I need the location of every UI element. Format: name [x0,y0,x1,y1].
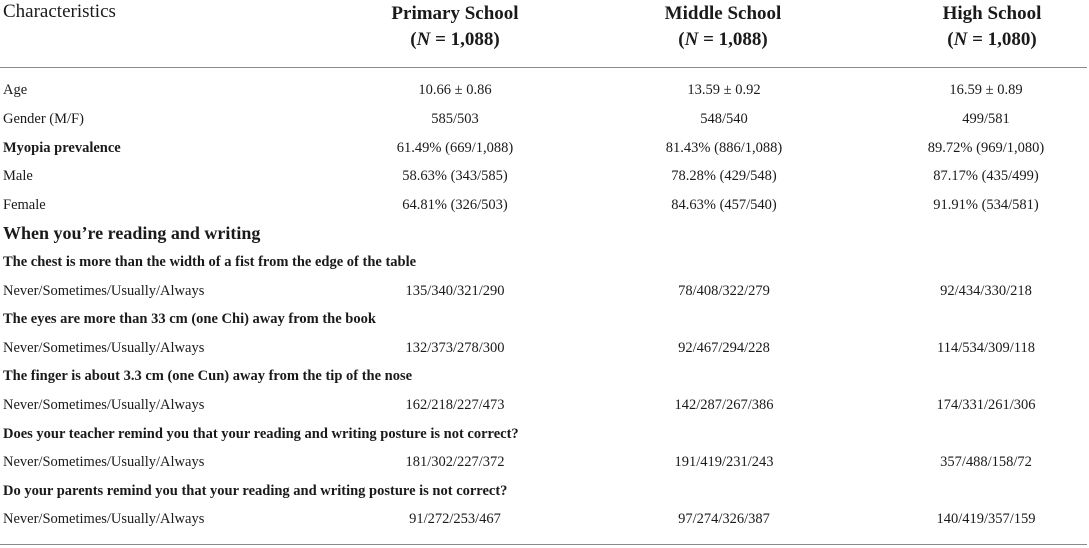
cell-primary: 585/503 [431,111,479,127]
question-row [0,248,1089,276]
cell-middle: 78.28% (429/548) [671,168,777,184]
header-middle-n: (N = 1,088) [678,29,768,50]
table-row-answers [0,505,1089,533]
table-row-male [0,162,1089,190]
cell-primary: 91/272/253/467 [409,511,501,527]
cell-high: 87.17% (435/499) [933,168,1039,184]
row-label: Gender (M/F) [3,111,84,127]
header-divider [0,67,1087,68]
answer-label: Never/Sometimes/Usually/Always [3,397,205,413]
table-row-answers [0,448,1089,476]
cell-primary: 135/340/321/290 [405,283,505,299]
cell-middle: 13.59 ± 0.92 [687,82,761,98]
cell-high: 499/581 [962,111,1010,127]
header-high-name: High School [942,3,1042,24]
question-row [0,305,1089,333]
header-primary-school [325,1,585,53]
header-primary-name: Primary School [391,3,519,24]
cell-primary: 64.81% (326/503) [402,197,508,213]
cell-primary: 58.63% (343/585) [402,168,508,184]
table-row-age [0,76,1089,104]
cell-middle: 92/467/294/228 [678,340,770,356]
question-row [0,362,1089,390]
answer-label: Never/Sometimes/Usually/Always [3,511,205,527]
table-row-answers [0,334,1089,362]
section-title: When you’re reading and writing [3,223,261,243]
answer-label: Never/Sometimes/Usually/Always [3,340,205,356]
question-row [0,420,1089,448]
table-bottom-rule [0,544,1087,545]
row-label: Myopia prevalence [3,140,121,156]
cell-primary: 61.49% (669/1,088) [396,140,514,156]
cell-primary: 181/302/227/372 [405,454,505,470]
header-primary-n: (N = 1,088) [410,29,500,50]
cell-middle: 142/287/267/386 [674,397,774,413]
header-characteristics: Characteristics [3,1,116,22]
table-header [0,0,1089,66]
cell-primary: 132/373/278/300 [405,340,505,356]
header-middle-name: Middle School [664,3,782,24]
question-text: Does your teacher remind you that your reading and writing posture is not correct? [3,426,519,442]
cell-high: 174/331/261/306 [936,397,1036,413]
cell-middle: 191/419/231/243 [674,454,774,470]
cell-middle: 548/540 [700,111,748,127]
cell-high: 114/534/309/118 [936,340,1035,356]
question-row [0,477,1089,505]
cell-middle: 81.43% (886/1,088) [665,140,783,156]
question-text: The eyes are more than 33 cm (one Chi) away from the book [3,311,376,327]
table-row-gender [0,105,1089,133]
cell-high: 16.59 ± 0.89 [949,82,1023,98]
table-row-answers [0,277,1089,305]
cell-high: 92/434/330/218 [940,283,1032,299]
cell-high: 89.72% (969/1,080) [927,140,1045,156]
table-row-female [0,191,1089,219]
answer-label: Never/Sometimes/Usually/Always [3,283,205,299]
cell-middle: 78/408/322/279 [678,283,770,299]
row-label: Male [3,168,33,184]
table-row-answers [0,391,1089,419]
cell-middle: 84.63% (457/540) [671,197,777,213]
row-label: Female [3,197,46,213]
question-text: The finger is about 3.3 cm (one Cun) away from the tip of the nose [3,368,413,384]
section-title-row [0,219,1089,247]
header-high-n: (N = 1,080) [947,29,1037,50]
table-row-myopia-prevalence [0,134,1089,162]
cell-high: 91.91% (534/581) [933,197,1039,213]
cell-middle: 97/274/326/387 [678,511,770,527]
question-text: Do your parents remind you that your reading and writing posture is not correct? [3,483,508,499]
cell-primary: 162/218/227/473 [405,397,505,413]
row-label: Age [3,82,28,98]
answer-label: Never/Sometimes/Usually/Always [3,454,205,470]
cell-primary: 10.66 ± 0.86 [418,82,492,98]
header-high-school [862,1,1089,53]
cell-high: 140/419/357/159 [936,511,1036,527]
cell-high: 357/488/158/72 [940,454,1032,470]
question-text: The chest is more than the width of a fist from the edge of the table [3,254,417,270]
header-middle-school [593,1,853,53]
